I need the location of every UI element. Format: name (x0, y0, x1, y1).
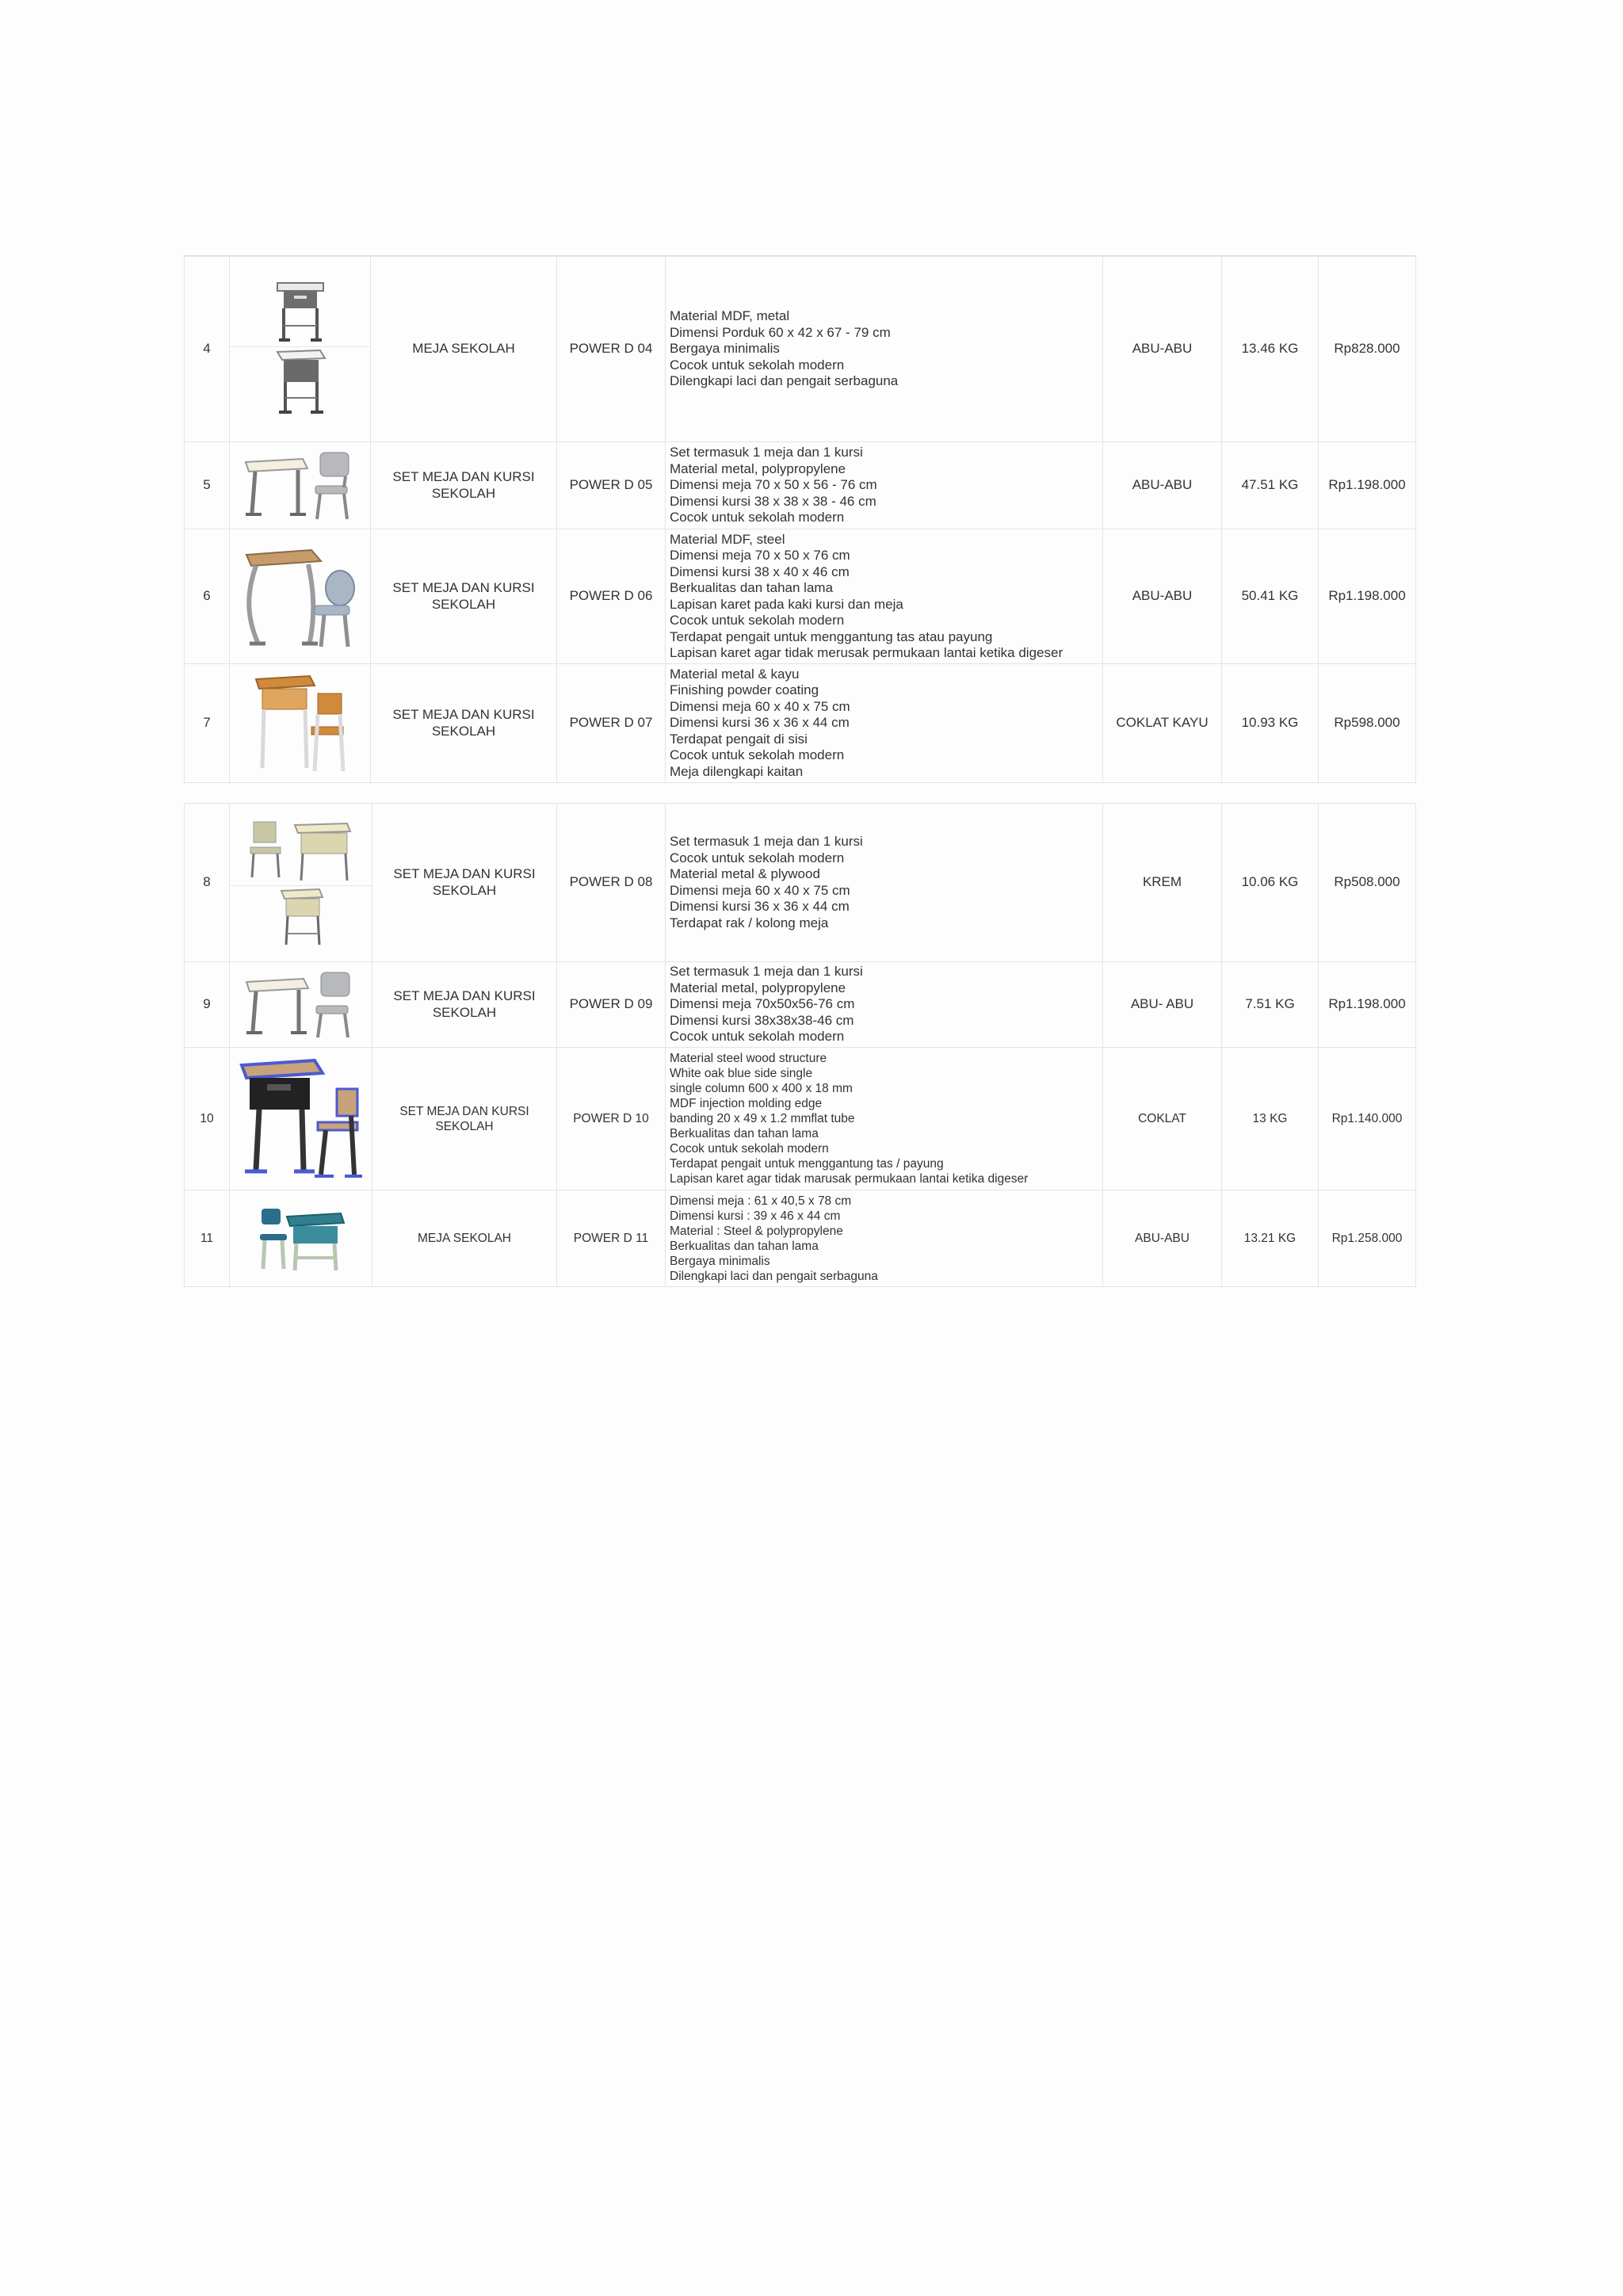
product-price: Rp1.140.000 (1319, 1048, 1416, 1190)
product-image-cell (230, 529, 371, 664)
product-color: ABU-ABU (1103, 257, 1222, 442)
product-color: ABU-ABU (1103, 442, 1222, 529)
desc-line: single column 600 x 400 x 18 mm (670, 1082, 853, 1095)
desc-line: Material metal & kayu (670, 666, 800, 682)
product-code: POWER D 06 (557, 529, 666, 664)
desc-line: Terdapat pengait untuk menggantung tas / payung (670, 1157, 944, 1171)
table-row (185, 664, 1416, 783)
product-name: SET MEJA DAN KURSI SEKOLAH (371, 442, 557, 529)
desc-line: Cocok untuk sekolah modern (670, 510, 845, 525)
product-code: POWER D 10 (557, 1048, 666, 1190)
desc-line: Material MDF, metal (670, 308, 790, 324)
product-image-cell (230, 962, 372, 1048)
desc-line: Cocok untuk sekolah modern (670, 850, 845, 865)
desc-line: Dilengkapi laci dan pengait serbaguna (670, 373, 899, 389)
product-name: SET MEJA DAN KURSI SEKOLAH (372, 804, 557, 962)
product-image-cell (230, 442, 371, 529)
product-name: SET MEJA DAN KURSI SEKOLAH (372, 962, 557, 1048)
product-code: POWER D 11 (557, 1190, 666, 1287)
product-description (666, 442, 1103, 529)
product-weight: 47.51 KG (1222, 442, 1319, 529)
product-price: Rp1.198.000 (1319, 442, 1416, 529)
school-desk-icon (230, 885, 372, 949)
school-desk-drawer-icon (230, 280, 370, 346)
product-description (666, 529, 1103, 664)
desc-line: Terdapat rak / kolong meja (670, 915, 829, 930)
product-color: COKLAT KAYU (1103, 664, 1222, 783)
desc-line: Dimensi meja 60 x 40 x 75 cm (670, 698, 850, 714)
desc-line: Cocok untuk sekolah modern (670, 1142, 829, 1156)
desk-and-chair-set-icon (230, 537, 370, 656)
product-description (666, 1048, 1103, 1190)
desc-line: Cocok untuk sekolah modern (670, 613, 845, 628)
product-price: Rp1.258.000 (1319, 1190, 1416, 1287)
desc-line: Material : Steel & polypropylene (670, 1224, 843, 1238)
product-code: POWER D 08 (557, 804, 666, 962)
desc-line: Terdapat pengait di sisi (670, 731, 808, 747)
product-description (666, 257, 1103, 442)
table-row (185, 1048, 1416, 1190)
desc-line: Berkualitas dan tahan lama (670, 1239, 819, 1253)
product-color: COKLAT (1103, 1048, 1222, 1190)
desc-line: Lapisan karet agar tidak merusak permukaan lantai ketika digeser (670, 645, 1064, 660)
product-weight: 50.41 KG (1222, 529, 1319, 664)
product-name: MEJA SEKOLAH (372, 1190, 557, 1287)
product-weight: 13.21 KG (1222, 1190, 1319, 1287)
desk-and-chair-set-icon (230, 816, 372, 885)
desc-line: Material metal & plywood (670, 866, 820, 881)
product-table-part-1 (184, 256, 1416, 783)
desc-line: Dimensi meja 70 x 50 x 76 cm (670, 548, 850, 563)
desc-line: Dimensi meja : 61 x 40,5 x 78 cm (670, 1194, 852, 1208)
desc-line: Cocok untuk sekolah modern (670, 1029, 845, 1045)
desk-and-chair-set-icon (230, 1199, 372, 1278)
product-code: POWER D 07 (557, 664, 666, 783)
desc-line: Material metal, polypropylene (670, 460, 846, 476)
desc-line: Dimensi Porduk 60 x 42 x 67 - 79 cm (670, 324, 891, 340)
row-number: 11 (185, 1190, 230, 1287)
product-price: Rp1.198.000 (1319, 962, 1416, 1048)
product-image-cell (230, 804, 372, 962)
desc-line: White oak blue side single (670, 1067, 813, 1080)
product-description (666, 664, 1103, 783)
product-code: POWER D 09 (557, 962, 666, 1048)
desc-line: Dimensi kursi : 39 x 46 x 44 cm (670, 1209, 841, 1223)
desc-line: Set termasuk 1 meja dan 1 kursi (670, 445, 863, 460)
product-image-cell (230, 257, 371, 442)
row-number: 6 (185, 529, 230, 664)
desc-line: Meja dilengkapi kaitan (670, 763, 804, 779)
wooden-desk-and-chair-icon (230, 670, 370, 777)
desc-line: Berkualitas dan tahan lama (670, 1127, 819, 1140)
desc-line: Dimensi kursi 36 x 36 x 44 cm (670, 899, 850, 914)
desc-line: Finishing powder coating (670, 682, 819, 698)
desc-line: Bergaya minimalis (670, 1254, 770, 1268)
product-description (666, 962, 1103, 1048)
desc-line: Set termasuk 1 meja dan 1 kursi (670, 964, 863, 980)
product-color: ABU-ABU (1103, 529, 1222, 664)
desc-line: Dilengkapi laci dan pengait serbaguna (670, 1269, 878, 1283)
product-image-cell (230, 1048, 372, 1190)
table-row (185, 257, 1416, 442)
row-number: 10 (185, 1048, 230, 1190)
product-color: ABU-ABU (1103, 1190, 1222, 1287)
desc-line: Dimensi meja 70 x 50 x 56 - 76 cm (670, 477, 877, 493)
desk-and-chair-set-icon (230, 448, 370, 524)
table-row (185, 1190, 1416, 1287)
product-name: SET MEJA DAN KURSI SEKOLAH (372, 1048, 557, 1190)
product-table-part-2 (184, 803, 1416, 1287)
desc-line: Dimensi kursi 38 x 38 x 38 - 46 cm (670, 493, 876, 509)
desc-line: Cocok untuk sekolah modern (670, 747, 845, 763)
product-price: Rp1.198.000 (1319, 529, 1416, 664)
product-image-cell (230, 1190, 372, 1287)
desc-line: Dimensi meja 60 x 40 x 75 cm (670, 882, 850, 898)
table-row (185, 442, 1416, 529)
desc-line: Set termasuk 1 meja dan 1 kursi (670, 834, 863, 849)
product-color: ABU- ABU (1103, 962, 1222, 1048)
row-number: 7 (185, 664, 230, 783)
table-row (185, 804, 1416, 962)
desc-line: Cocok untuk sekolah modern (670, 357, 845, 372)
desc-line: Lapisan karet pada kaki kursi dan meja (670, 596, 903, 612)
product-weight: 13.46 KG (1222, 257, 1319, 442)
product-name: MEJA SEKOLAH (371, 257, 557, 442)
desc-line: Berkualitas dan tahan lama (670, 580, 834, 595)
product-description (666, 804, 1103, 962)
product-code: POWER D 05 (557, 442, 666, 529)
row-number: 9 (185, 962, 230, 1048)
product-code: POWER D 04 (557, 257, 666, 442)
product-price: Rp508.000 (1319, 804, 1416, 962)
table-row (185, 962, 1416, 1048)
desk-and-chair-set-icon (230, 968, 372, 1042)
desc-line: Dimensi kursi 38 x 40 x 46 cm (670, 563, 850, 579)
row-number: 5 (185, 442, 230, 529)
row-number: 4 (185, 257, 230, 442)
desc-line: Bergaya minimalis (670, 341, 780, 357)
table-row (185, 529, 1416, 664)
desc-line: Material steel wood structure (670, 1052, 827, 1065)
product-image-cell (230, 664, 371, 783)
desc-line: MDF injection molding edge (670, 1097, 823, 1110)
desc-line: Dimensi kursi 36 x 36 x 44 cm (670, 715, 850, 731)
product-name: SET MEJA DAN KURSI SEKOLAH (371, 664, 557, 783)
desc-line: banding 20 x 49 x 1.2 mmflat tube (670, 1112, 855, 1125)
product-description (666, 1190, 1103, 1287)
product-weight: 7.51 KG (1222, 962, 1319, 1048)
product-weight: 10.93 KG (1222, 664, 1319, 783)
product-price: Rp828.000 (1319, 257, 1416, 442)
product-color: KREM (1103, 804, 1222, 962)
product-name: SET MEJA DAN KURSI SEKOLAH (371, 529, 557, 664)
desc-line: Material metal, polypropylene (670, 980, 846, 995)
desc-line: Dimensi meja 70x50x56-76 cm (670, 996, 855, 1012)
school-desk-closed-icon (230, 346, 370, 418)
desc-line: Terdapat pengait untuk menggantung tas atau payung (670, 628, 993, 644)
product-price: Rp598.000 (1319, 664, 1416, 783)
row-number: 8 (185, 804, 230, 962)
desc-line: Dimensi kursi 38x38x38-46 cm (670, 1012, 854, 1028)
desk-and-chair-set-icon (230, 1054, 372, 1184)
product-weight: 10.06 KG (1222, 804, 1319, 962)
desc-line: Lapisan karet agar tidak marusak permukaan lantai ketika digeser (670, 1172, 1029, 1186)
product-weight: 13 KG (1222, 1048, 1319, 1190)
desc-line: Material MDF, steel (670, 531, 785, 547)
